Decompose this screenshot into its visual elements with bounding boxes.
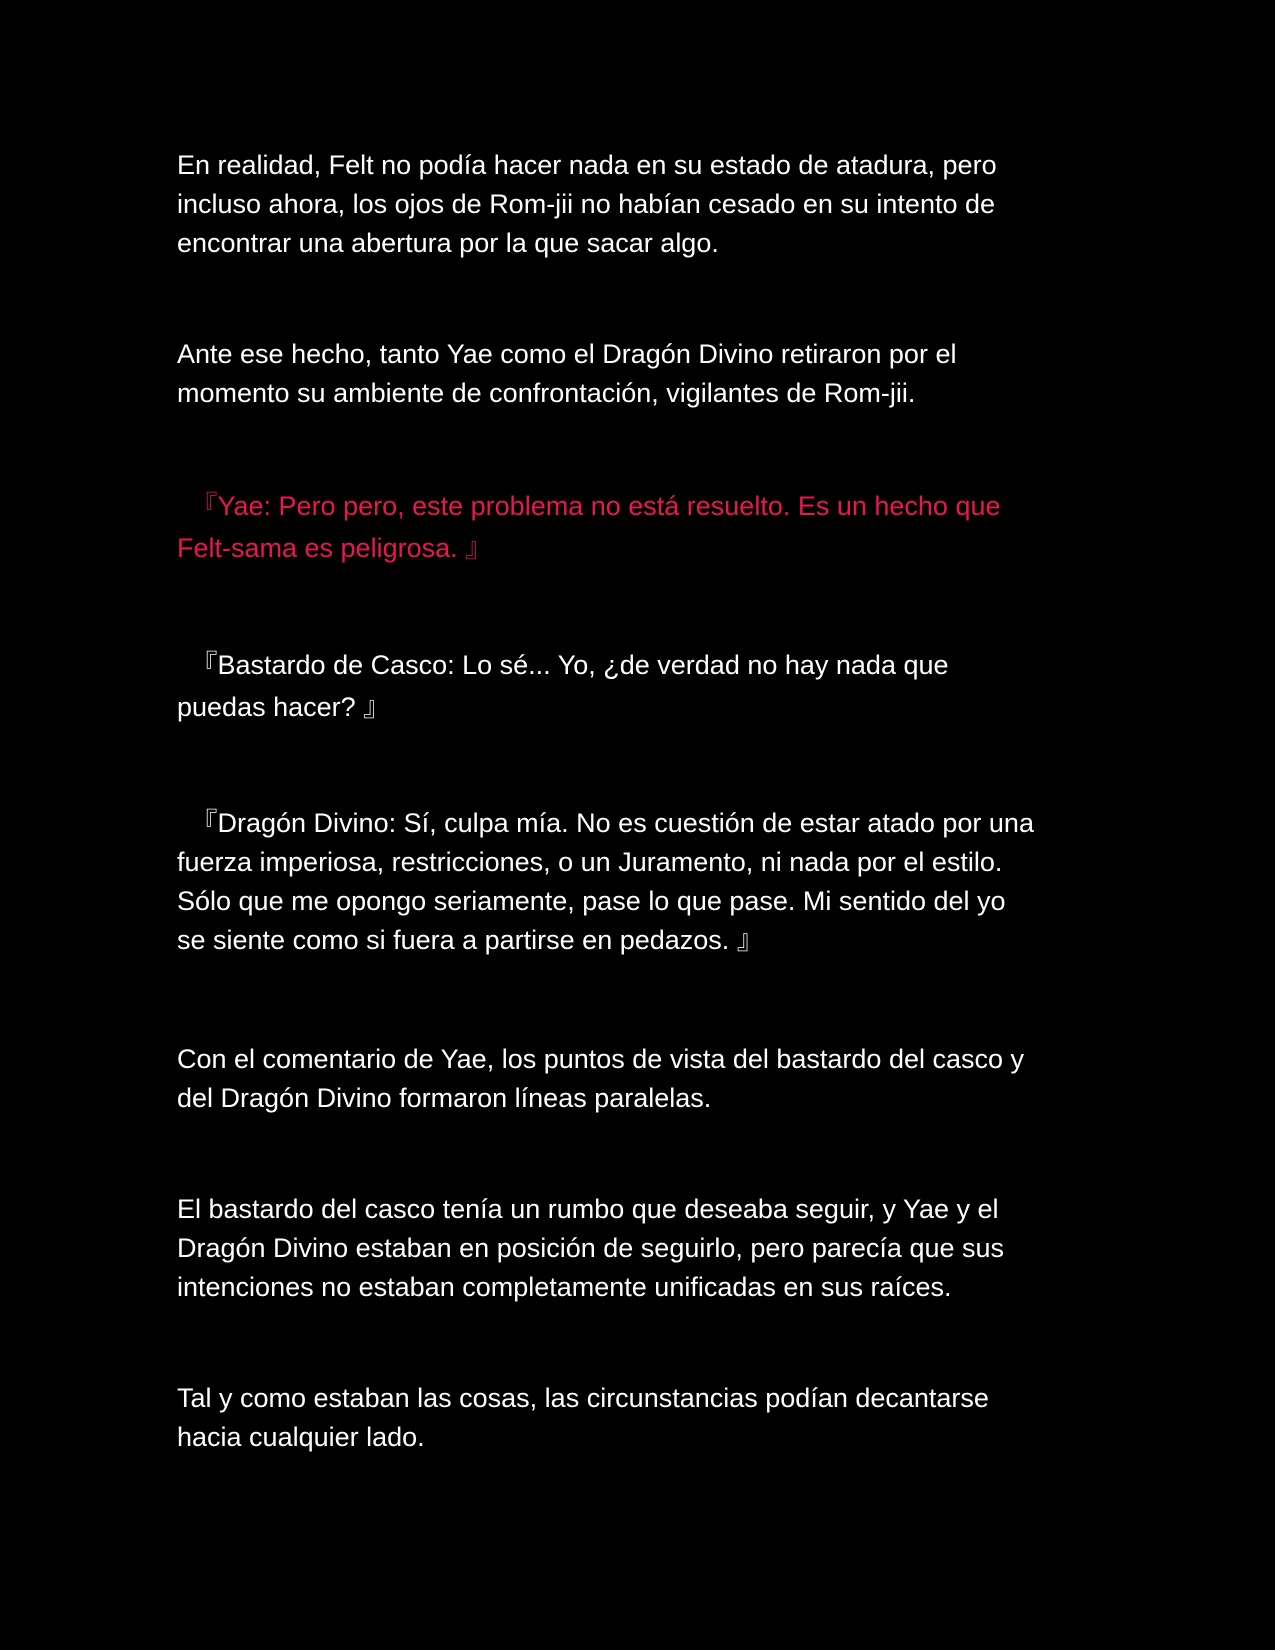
text-line: hacia cualquier lado. (177, 1422, 425, 1452)
dialog-bastardo-de-casco (177, 644, 1107, 728)
text-line: 『Bastardo de Casco: Lo sé... Yo, ¿de verdad no hay nada que (177, 650, 949, 680)
text-line: El bastardo del casco tenía un rumbo que deseaba seguir, y Yae y el (177, 1194, 999, 1224)
paragraph-yae-comment (177, 1040, 1107, 1118)
text-line: 『Dragón Divino: Sí, culpa mía. No es cuestión de estar atado por una (177, 808, 1034, 838)
paragraph-intentions (177, 1190, 1107, 1307)
text-line: incluso ahora, los ojos de Rom-jii no habían cesado en su intento de (177, 189, 996, 219)
text-line: Ante ese hecho, tanto Yae como el Dragón Divino retiraron por el (177, 339, 957, 369)
text-line: se siente como si fuera a partirse en pedazos. 』 (177, 925, 764, 955)
text-line: momento su ambiente de confrontación, vigilantes de Rom-jii. (177, 378, 916, 408)
text-line: 『Yae: Pero pero, este problema no está resuelto. Es un hecho que (177, 491, 1001, 521)
text-line: Tal y como estaban las cosas, las circunstancias podían decantarse (177, 1383, 989, 1413)
text-line: En realidad, Felt no podía hacer nada en su estado de atadura, pero (177, 150, 997, 180)
text-line: Felt-sama es peligrosa. 』 (177, 533, 493, 563)
paragraph-circumstances (177, 1379, 1107, 1457)
text-line: del Dragón Divino formaron líneas paralelas. (177, 1083, 712, 1113)
paragraph-confrontation-withdrawn (177, 335, 1107, 413)
text-line: Sólo que me opongo seriamente, pase lo que pase. Mi sentido del yo (177, 886, 1006, 916)
text-line: intenciones no estaban completamente unificadas en sus raíces. (177, 1272, 952, 1302)
text-line: puedas hacer? 』 (177, 692, 391, 722)
dialog-dragon-divino (177, 804, 1107, 960)
text-line: fuerza imperiosa, restricciones, o un Juramento, ni nada por el estilo. (177, 847, 1003, 877)
text-line: Con el comentario de Yae, los puntos de vista del bastardo del casco y (177, 1044, 1025, 1074)
text-line: Dragón Divino estaban en posición de seguirlo, pero parecía que sus (177, 1233, 1005, 1263)
dialog-yae (177, 485, 1107, 569)
text-line: encontrar una abertura por la que sacar algo. (177, 228, 719, 258)
paragraph-felt-restraint (177, 146, 1107, 263)
